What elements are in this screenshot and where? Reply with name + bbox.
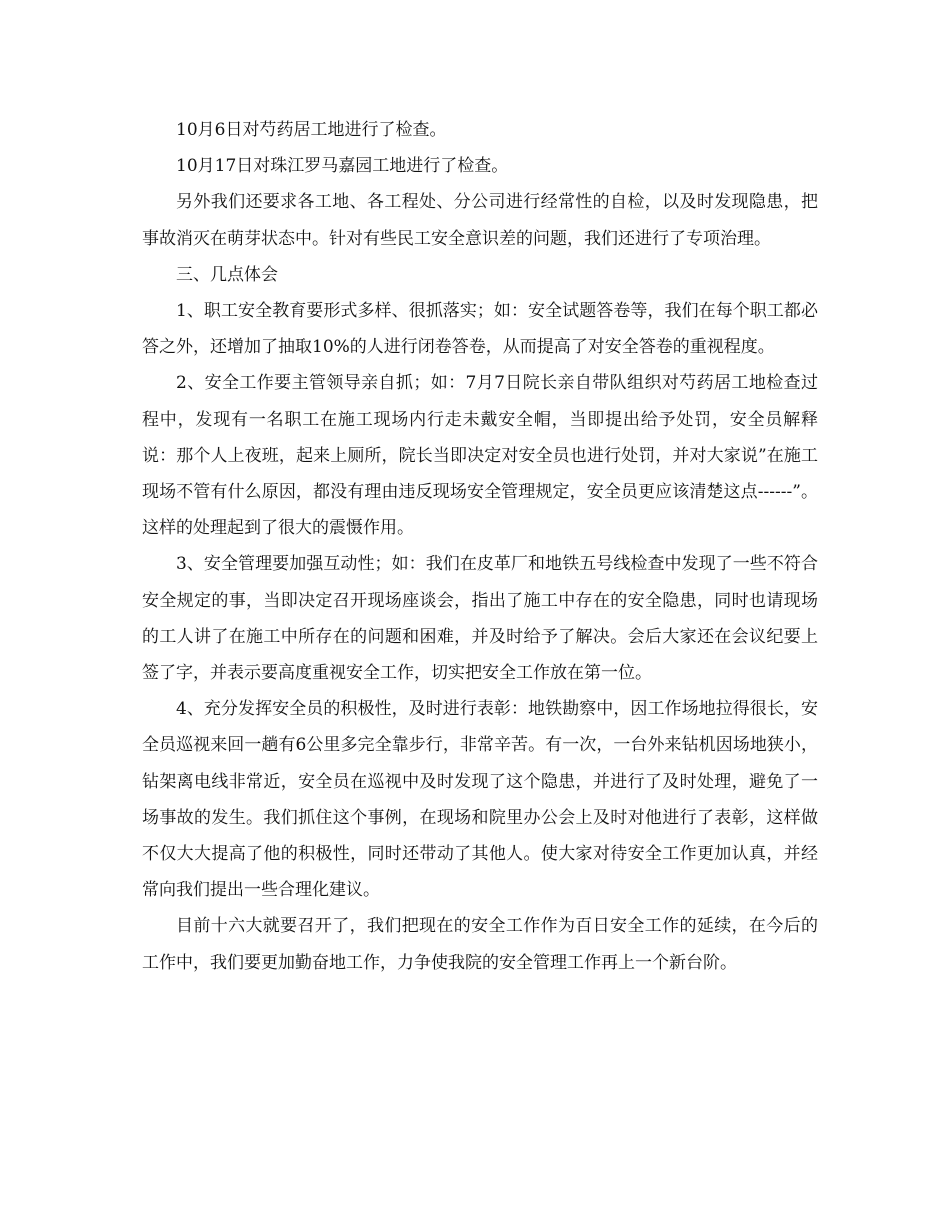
paragraph-point-1: 1、职工安全教育要形式多样、很抓落实；如：安全试题答卷等，我们在每个职工都必答之外，还增加了抽取10%的人进行闭卷答卷，从而提高了对安全答卷的重视程度。 <box>142 301 818 358</box>
paragraph-self-inspection: 另外我们还要求各工地、各工程处、分公司进行经常性的自检，以及时发现隐患，把事故消灭在萌芽状态中。针对有些民工安全意识差的问题，我们还进行了专项治理。 <box>142 192 818 249</box>
paragraph-inspection-oct-17: 10月17日对珠江罗马嘉园工地进行了检查。 <box>176 156 509 177</box>
paragraph-inspection-oct-6: 10月6日对芍药居工地进行了检查。 <box>176 120 447 140</box>
document-body <box>142 112 818 981</box>
section-heading-experience: 三、几点体会 <box>176 264 278 285</box>
paragraph-conclusion: 目前十六大就要召开了，我们把现在的安全工作作为百日安全工作的延续，在今后的工作中，我们要更加勤奋地工作，力争使我院的安全管理工作再上一个新台阶。 <box>142 916 818 973</box>
paragraph-point-3: 3、安全管理要加强互动性；如：我们在皮革厂和地铁五号线检查中发现了一些不符合安全规定的事，当即决定召开现场座谈会，指出了施工中存在的安全隐患，同时也请现场的工人讲了在施工中所存在的问题和困难，并及时给予了解决。会后大家还在会议纪要上签了字，并表示要高度重视安全工作，切实把安全工作放在第一位。 <box>142 554 818 684</box>
paragraph-point-4: 4、充分发挥安全员的积极性，及时进行表彰：地铁勘察中，因工作场地拉得很长，安全员巡视来回一趟有6公里多完全靠步行，非常辛苦。有一次，一台外来钻机因场地狭小，钻架离电线非常近，安全员在巡视中及时发现了这个隐患，并进行了及时处理，避免了一场事故的发生。我们抓住这个事例，在现场和院里办公会上及时对他进行了表彰，这样做不仅大大提高了他的积极性，同时还带动了其他人。使大家对待安全工作更加认真，并经常向我们提出一些合理化建议。 <box>142 699 818 901</box>
paragraph-point-2: 2、安全工作要主管领导亲自抓；如：7月7日院长亲自带队组织对芍药居工地检查过程中，发现有一名职工在施工现场内行走未戴安全帽，当即提出给予处罚，安全员解释说：那个人上夜班，起来上厕所，院长当即决定对安全员也进行处罚，并对大家说”在施工现场不管有什么原因，都没有理由违反现场安全管理规定，安全员更应该清楚这点------”。这样的处理起到了很大的震慑作用。 <box>142 373 818 539</box>
